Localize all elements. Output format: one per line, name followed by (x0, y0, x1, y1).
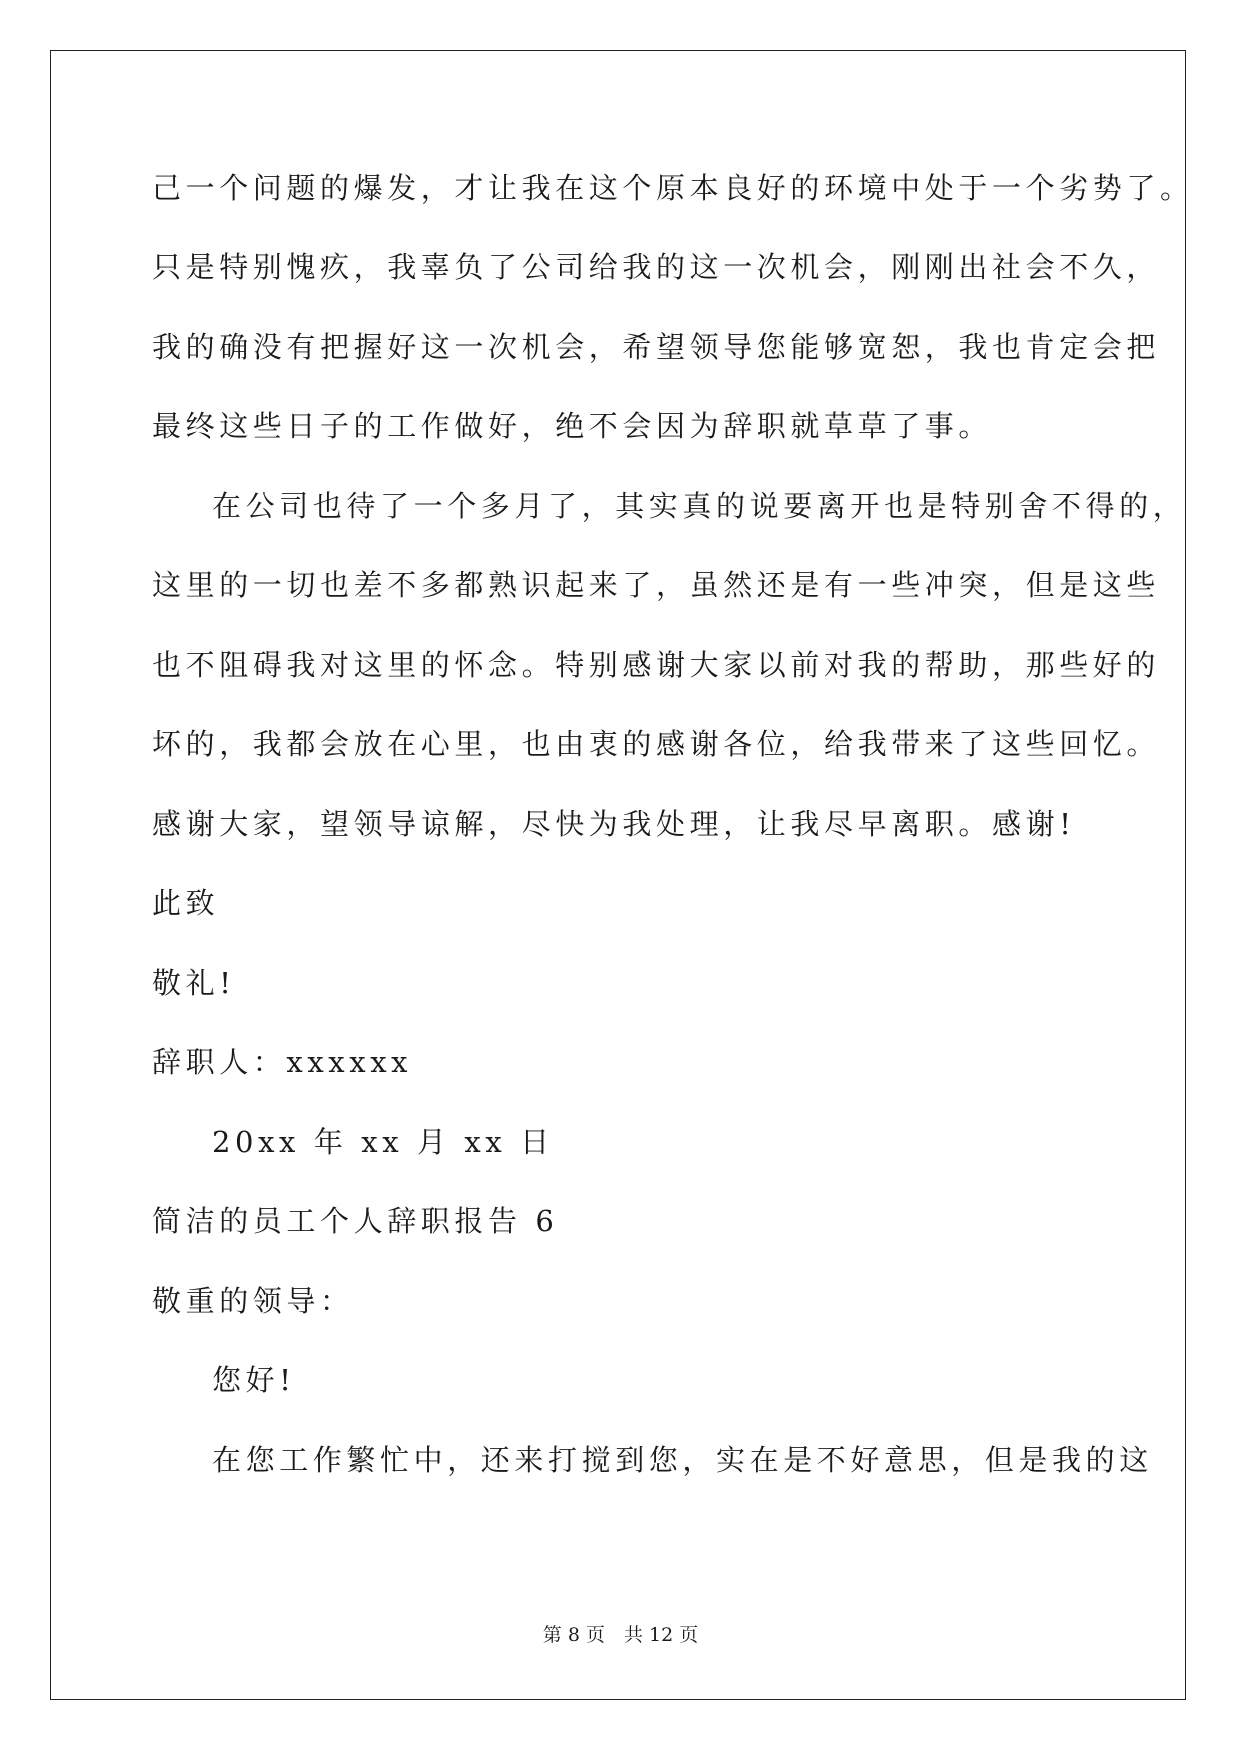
text-line-8: 坏的，我都会放在心里，也由衷的感谢各位，给我带来了这些回忆。 (152, 727, 1161, 761)
text-line-6: 这里的一切也差不多都熟识起来了，虽然还是有一些冲突，但是这些 (152, 568, 1161, 602)
closing-salutation: 此致 (152, 886, 220, 920)
text-line-17: 在您工作繁忙中，还来打搅到您，实在是不好意思，但是我的这 (212, 1443, 1153, 1477)
text-line-1: 己一个问题的爆发，才让我在这个原本良好的环境中处于一个劣势了。 (152, 171, 1194, 205)
page-number-footer: 第 8 页 共 12 页 (542, 1624, 699, 1646)
text-line-9: 感谢大家，望领导谅解，尽快为我处理，让我尽早离职。感谢! (152, 807, 1076, 841)
text-line-3: 我的确没有把握好这一次机会，希望领导您能够宽恕，我也肯定会把 (152, 330, 1161, 364)
letter-hello: 您好! (212, 1363, 296, 1397)
signature-date: 20xx 年 xx 月 xx 日 (212, 1125, 554, 1159)
text-line-2: 只是特别愧疚，我辜负了公司给我的这一次机会，刚刚出社会不久， (152, 250, 1161, 284)
text-line-7: 也不阻碍我对这里的怀念。特别感谢大家以前对我的帮助，那些好的 (152, 648, 1161, 682)
signature-name: 辞职人：xxxxxx (152, 1045, 413, 1079)
letter-greeting: 敬重的领导： (152, 1284, 354, 1318)
closing-regards: 敬礼! (152, 966, 236, 1000)
text-line-4: 最终这些日子的工作做好，绝不会因为辞职就草草了事。 (152, 409, 993, 443)
paragraph-start-line: 在公司也待了一个多月了，其实真的说要离开也是特别舍不得的， (212, 489, 1187, 523)
section-heading: 简洁的员工个人辞职报告 6 (152, 1204, 559, 1238)
